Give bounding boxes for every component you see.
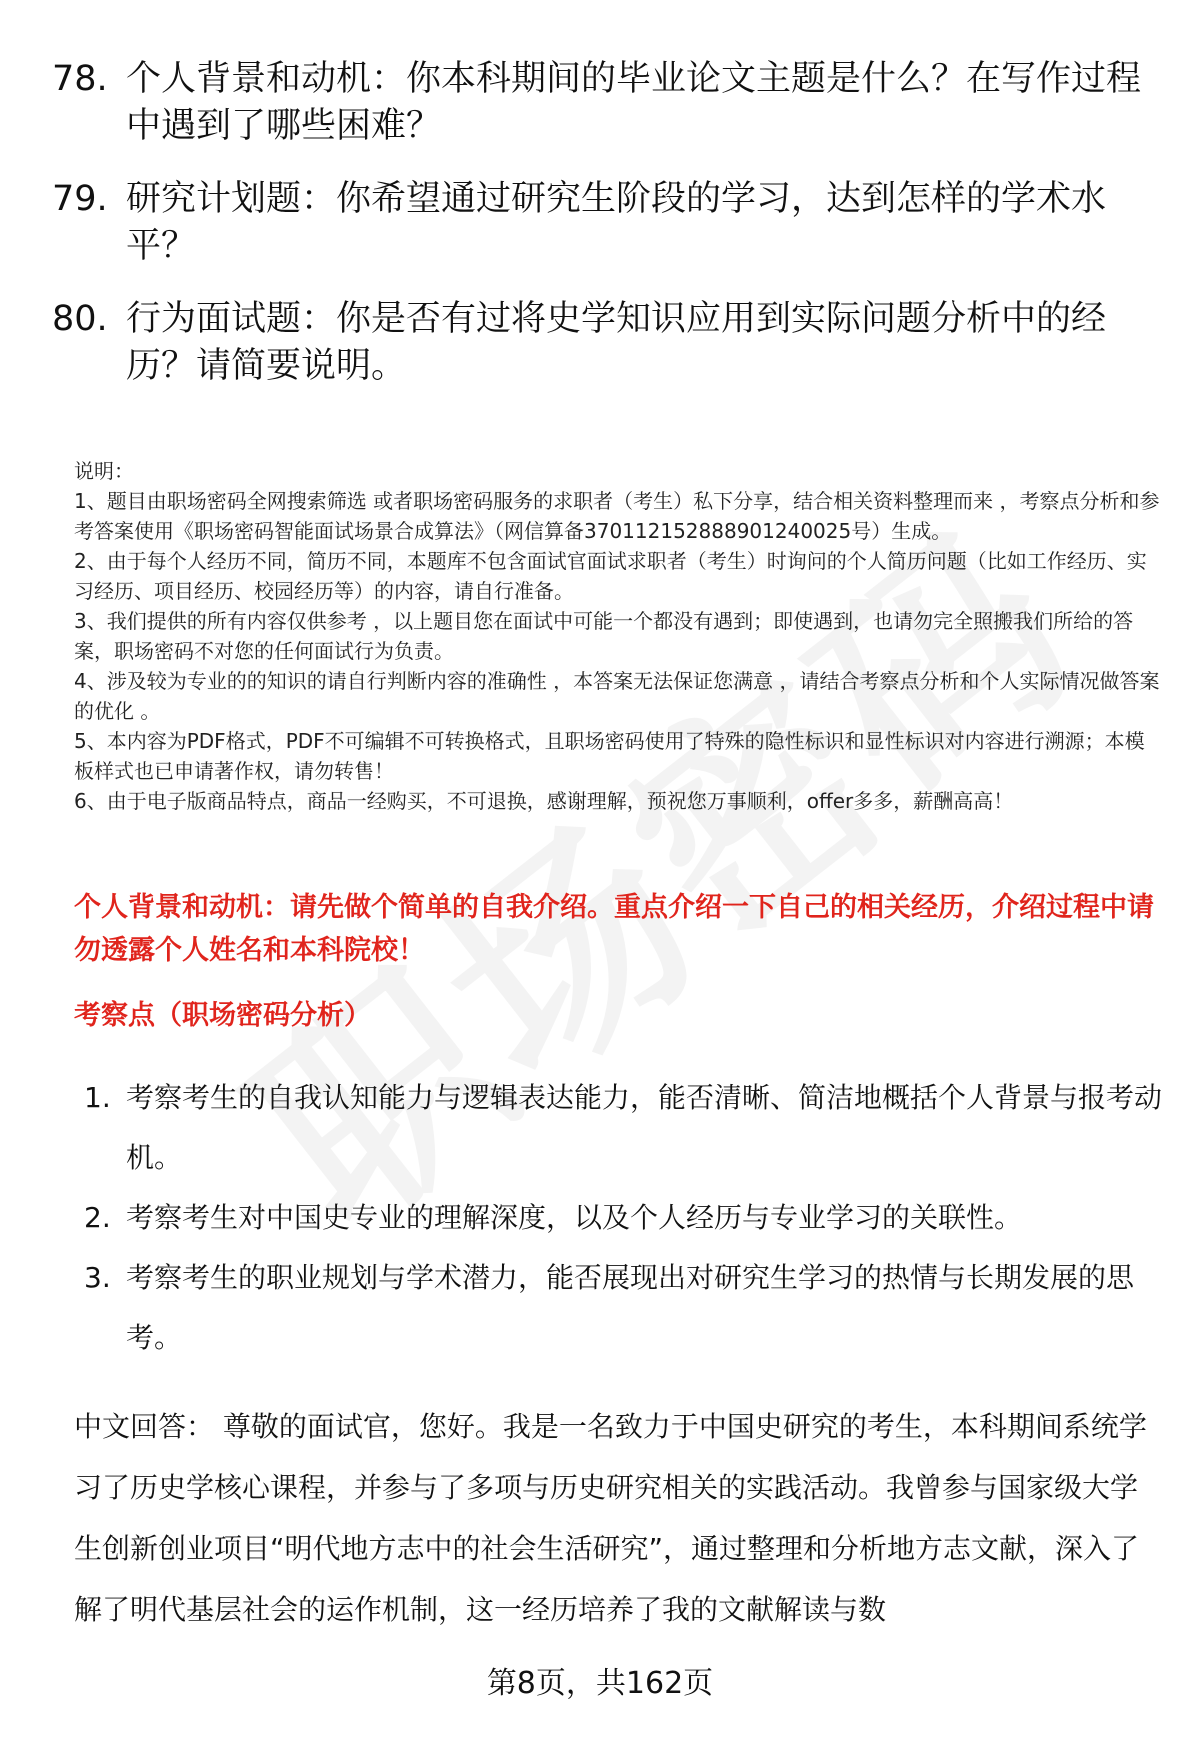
- point-number: 1.: [84, 1081, 111, 1114]
- point-text: 考察考生的职业规划与学术潜力，能否展现出对研究生学习的热情与长期发展的思考。: [126, 1261, 1135, 1354]
- page-footer: 第8页，共162页: [486, 1666, 714, 1701]
- note-item: 3、我们提供的所有内容仅供参考 ，以上题目您在面试中可能一个都没有遇到；即使遇到，也请勿完全照搬我们所给的答案，职场密码不对您的任何面试行为负责。: [74, 609, 1134, 663]
- question-number: 78.: [52, 59, 108, 99]
- question-number: 80.: [52, 299, 108, 339]
- point-text: 考察考生的自我认知能力与逻辑表达能力，能否清晰、简洁地概括个人背景与报考动机。: [126, 1081, 1163, 1174]
- question-number: 79.: [52, 179, 108, 219]
- note-item: 4、涉及较为专业的的知识的请自行判断内容的准确性 ，本答案无法保证您满意 ，请结合考察点分析和个人实际情况做答案的优化 。: [74, 669, 1160, 723]
- question-item: [52, 296, 1152, 390]
- note-item: 1、题目由职场密码全网搜索筛选 或者职场密码服务的求职者（考生）私下分享，结合相关资料整理而来 ，考察点分析和参考答案使用《职场密码智能面试场景合成算法》（网信算备370112152888901240025号）生成。: [74, 489, 1160, 543]
- note-item: 5、本内容为PDF格式，PDF不可编辑不可转换格式，且职场密码使用了特殊的隐性标识和显性标识对内容进行溯源；本模板样式也已申请著作权，请勿转售！: [74, 729, 1145, 783]
- note-item: 6、由于电子版商品特点，商品一经购买，不可退换，感谢理解，预祝您万事顺利，offer多多，薪酬高高！: [74, 789, 1014, 813]
- disclaimer-notes: [74, 456, 1164, 816]
- kaochadian-list: [84, 1068, 1164, 1368]
- point-text: 考察考生对中国史专业的理解深度，以及个人经历与专业学习的关联性。: [126, 1201, 1023, 1234]
- answer-text: 尊敬的面试官，您好。我是一名致力于中国史研究的考生，本科期间系统学习了历史学核心课程，并参与了多项与历史研究相关的实践活动。我曾参与国家级大学生创新创业项目“明代地方志中的社会生活研究”，通过整理和分析地方志文献，深入了解了明代基层社会的运作机制，这一经历培养了我的文献解读与数: [74, 1410, 1147, 1626]
- question-item: [52, 56, 1152, 150]
- point-number: 3.: [84, 1261, 111, 1294]
- question-text: 行为面试题：你是否有过将史学知识应用到实际问题分析中的经历？请简要说明。: [126, 299, 1107, 386]
- list-item: [84, 1248, 1164, 1368]
- answer-label: 中文回答：: [74, 1410, 215, 1443]
- question-list: [52, 56, 1152, 416]
- point-number: 2.: [84, 1201, 111, 1234]
- list-item: [84, 1068, 1164, 1188]
- list-item: [84, 1188, 1164, 1248]
- current-question-heading: 个人背景和动机：请先做个简单的自我介绍。重点介绍一下自己的相关经历，介绍过程中请勿透露个人姓名和本科院校！: [74, 892, 1154, 966]
- kaochadian-title: 考察点（职场密码分析）: [74, 1000, 371, 1031]
- question-text: 个人背景和动机：你本科期间的毕业论文主题是什么？在写作过程中遇到了哪些困难？: [126, 59, 1142, 146]
- note-item: 2、由于每个人经历不同，简历不同，本题库不包含面试官面试求职者（考生）时询问的个人简历问题（比如工作经历、实习经历、项目经历、校园经历等）的内容，请自行准备。: [74, 549, 1147, 603]
- question-item: [52, 176, 1152, 270]
- question-text: 研究计划题：你希望通过研究生阶段的学习，达到怎样的学术水平？: [126, 179, 1107, 266]
- answer-paragraph: [74, 1396, 1164, 1640]
- notes-title: 说明：: [74, 459, 134, 483]
